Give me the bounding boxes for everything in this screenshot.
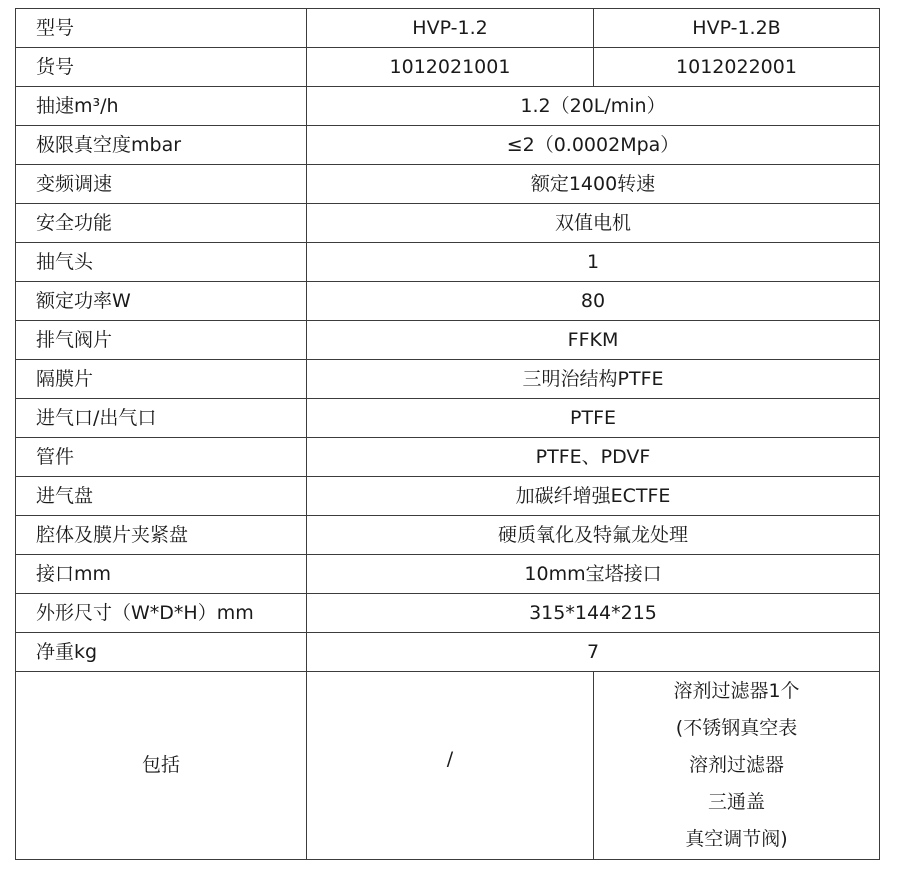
safety-value: 双值电机 [307,204,880,243]
fittings-value: PTFE、PDVF [307,438,880,477]
row-label-dimensions: 外形尺寸（W*D*H）mm [16,594,307,633]
rated-power-value: 80 [307,282,880,321]
included-slash: / [446,748,454,771]
row-label-speed-control: 变频调速 [16,165,307,204]
exhaust-valve-value: FFKM [307,321,880,360]
table-row [16,633,880,672]
included-value-2 [594,672,880,860]
item-number-value-2: 1012022001 [594,48,880,87]
table-row [16,438,880,477]
included-line: 真空调节阀) [685,828,788,850]
included-line: (不锈钢真空表 [675,717,798,739]
table-row [16,516,880,555]
pumping-speed-value: 1.2（20L/min） [307,87,880,126]
table-row-included [16,672,880,860]
row-label-rated-power: 额定功率W [16,282,307,321]
included-line: 溶剂过滤器1个 [673,680,800,702]
pump-heads-value: 1 [307,243,880,282]
included-line: 溶剂过滤器 [688,754,784,776]
table-row [16,282,880,321]
included-line: 三通盖 [707,791,765,813]
model-value-1: HVP-1.2 [307,9,594,48]
row-label-exhaust-valve: 排气阀片 [16,321,307,360]
row-label-item-number: 货号 [16,48,307,87]
net-weight-value: 7 [307,633,880,672]
table-row [16,243,880,282]
table-row [16,594,880,633]
table-row [16,399,880,438]
row-label-inlet-outlet: 进气口/出气口 [16,399,307,438]
table-row [16,204,880,243]
inlet-plate-value: 加碳纤增强ECTFE [307,477,880,516]
row-label-pump-heads: 抽气头 [16,243,307,282]
row-label-net-weight: 净重kg [16,633,307,672]
table-row [16,48,880,87]
table-row [16,360,880,399]
connector-value: 10mm宝塔接口 [307,555,880,594]
model-value-2: HVP-1.2B [594,9,880,48]
table-row [16,9,880,48]
table-row [16,321,880,360]
row-label-ultimate-vacuum: 极限真空度mbar [16,126,307,165]
table-row [16,165,880,204]
spec-table [15,8,880,860]
speed-control-value: 额定1400转速 [307,165,880,204]
chamber-value: 硬质氧化及特氟龙处理 [307,516,880,555]
row-label-safety: 安全功能 [16,204,307,243]
inlet-outlet-value: PTFE [307,399,880,438]
included-value-1 [307,672,594,860]
dimensions-value: 315*144*215 [307,594,880,633]
row-label-pumping-speed: 抽速m³/h [16,87,307,126]
item-number-value-1: 1012021001 [307,48,594,87]
row-label-included: 包括 [16,672,307,860]
ultimate-vacuum-value: ≤2（0.0002Mpa） [307,126,880,165]
table-row [16,477,880,516]
diaphragm-value: 三明治结构PTFE [307,360,880,399]
row-label-fittings: 管件 [16,438,307,477]
row-label-diaphragm: 隔膜片 [16,360,307,399]
row-label-model: 型号 [16,9,307,48]
table-row [16,87,880,126]
row-label-inlet-plate: 进气盘 [16,477,307,516]
table-row [16,126,880,165]
row-label-chamber: 腔体及膜片夹紧盘 [16,516,307,555]
table-row [16,555,880,594]
row-label-connector: 接口mm [16,555,307,594]
